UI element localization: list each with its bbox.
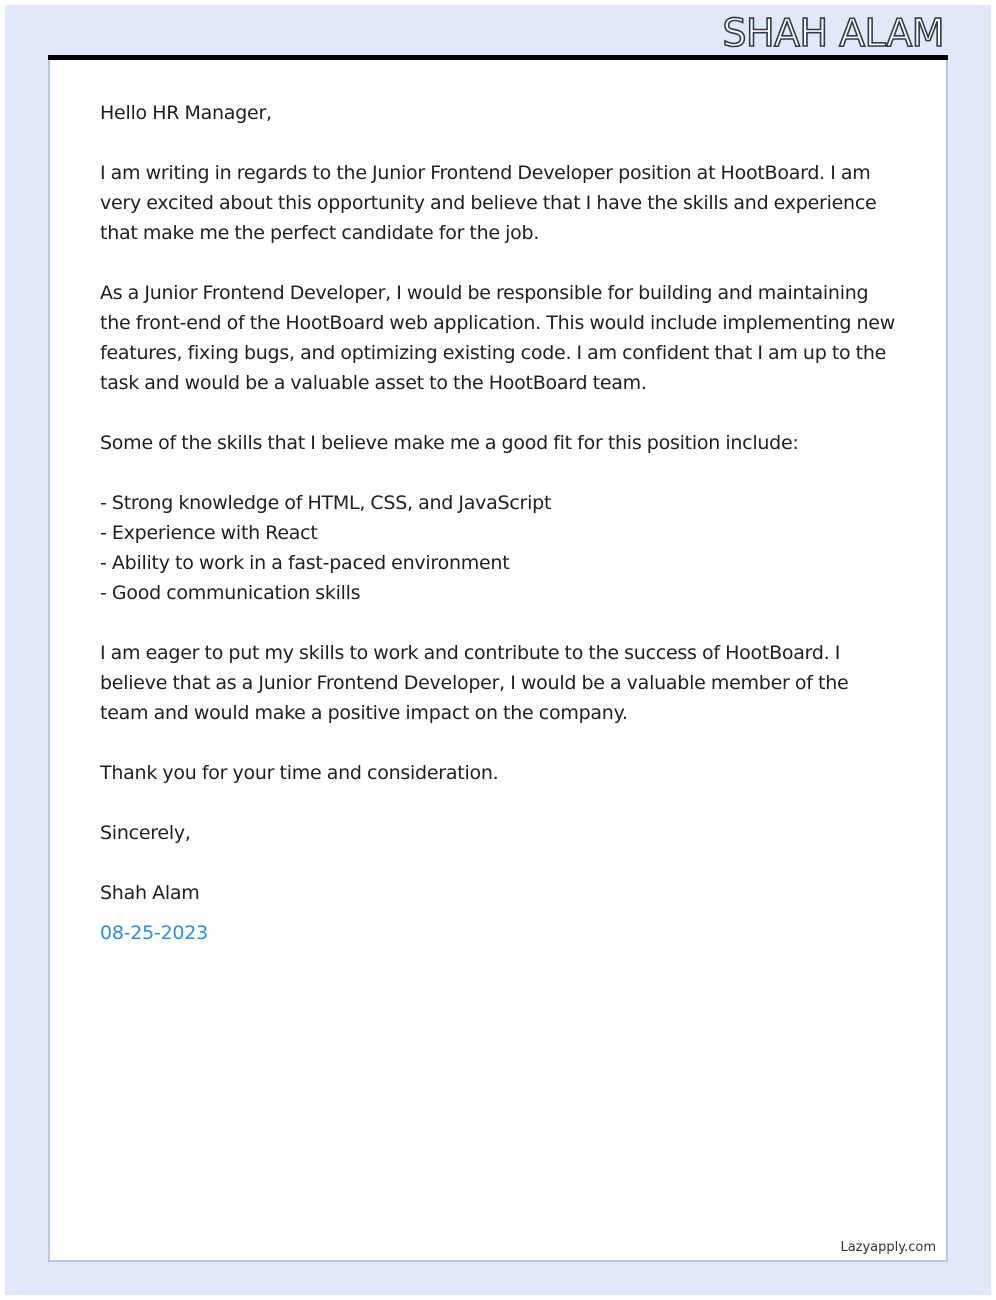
paragraph-intro: I am writing in regards to the Junior Frontend Developer position at HootBoard. I am very excited about this opportunity and believe that I have the skills and experience that make me the perfect candidate for the job. <box>100 162 877 244</box>
header-name: SHAH ALAM <box>722 11 944 55</box>
skill-item: - Strong knowledge of HTML, CSS, and JavaScript <box>100 492 552 514</box>
paragraph-eager: I am eager to put my skills to work and contribute to the success of HootBoard. I believe that as a Junior Frontend Developer, I would be a valuable member of the team and would make a positive impact on the company. <box>100 642 849 724</box>
spacer <box>100 788 900 818</box>
paragraph-responsibilities: As a Junior Frontend Developer, I would be responsible for building and maintaining the front-end of the HootBoard web application. This would include implementing new features, fixing bugs, and optimizing existing code. I am confident that I am up to the task and would be a valuable asset to the HootBoard team. <box>100 282 896 394</box>
spacer <box>100 458 900 488</box>
spacer <box>100 248 900 278</box>
closing-line: Sincerely, <box>100 822 191 844</box>
skill-item: - Experience with React <box>100 522 318 544</box>
thanks-line: Thank you for your time and consideration. <box>100 762 499 784</box>
skill-item: - Good communication skills <box>100 582 361 604</box>
spacer <box>100 848 900 878</box>
letter-body <box>100 98 900 948</box>
letter-paper <box>48 60 948 1262</box>
spacer <box>100 398 900 428</box>
skill-item: - Ability to work in a fast-paced environment <box>100 552 510 574</box>
skills-intro: Some of the skills that I believe make me a good fit for this position include: <box>100 432 799 454</box>
greeting: Hello HR Manager, <box>100 102 272 124</box>
spacer <box>100 128 900 158</box>
skills-list <box>100 488 900 608</box>
spacer <box>100 608 900 638</box>
spacer <box>100 728 900 758</box>
footer-brand: Lazyapply.com <box>840 1240 936 1255</box>
signature-name: Shah Alam <box>100 882 200 904</box>
letter-date: 08-25-2023 <box>100 922 208 944</box>
